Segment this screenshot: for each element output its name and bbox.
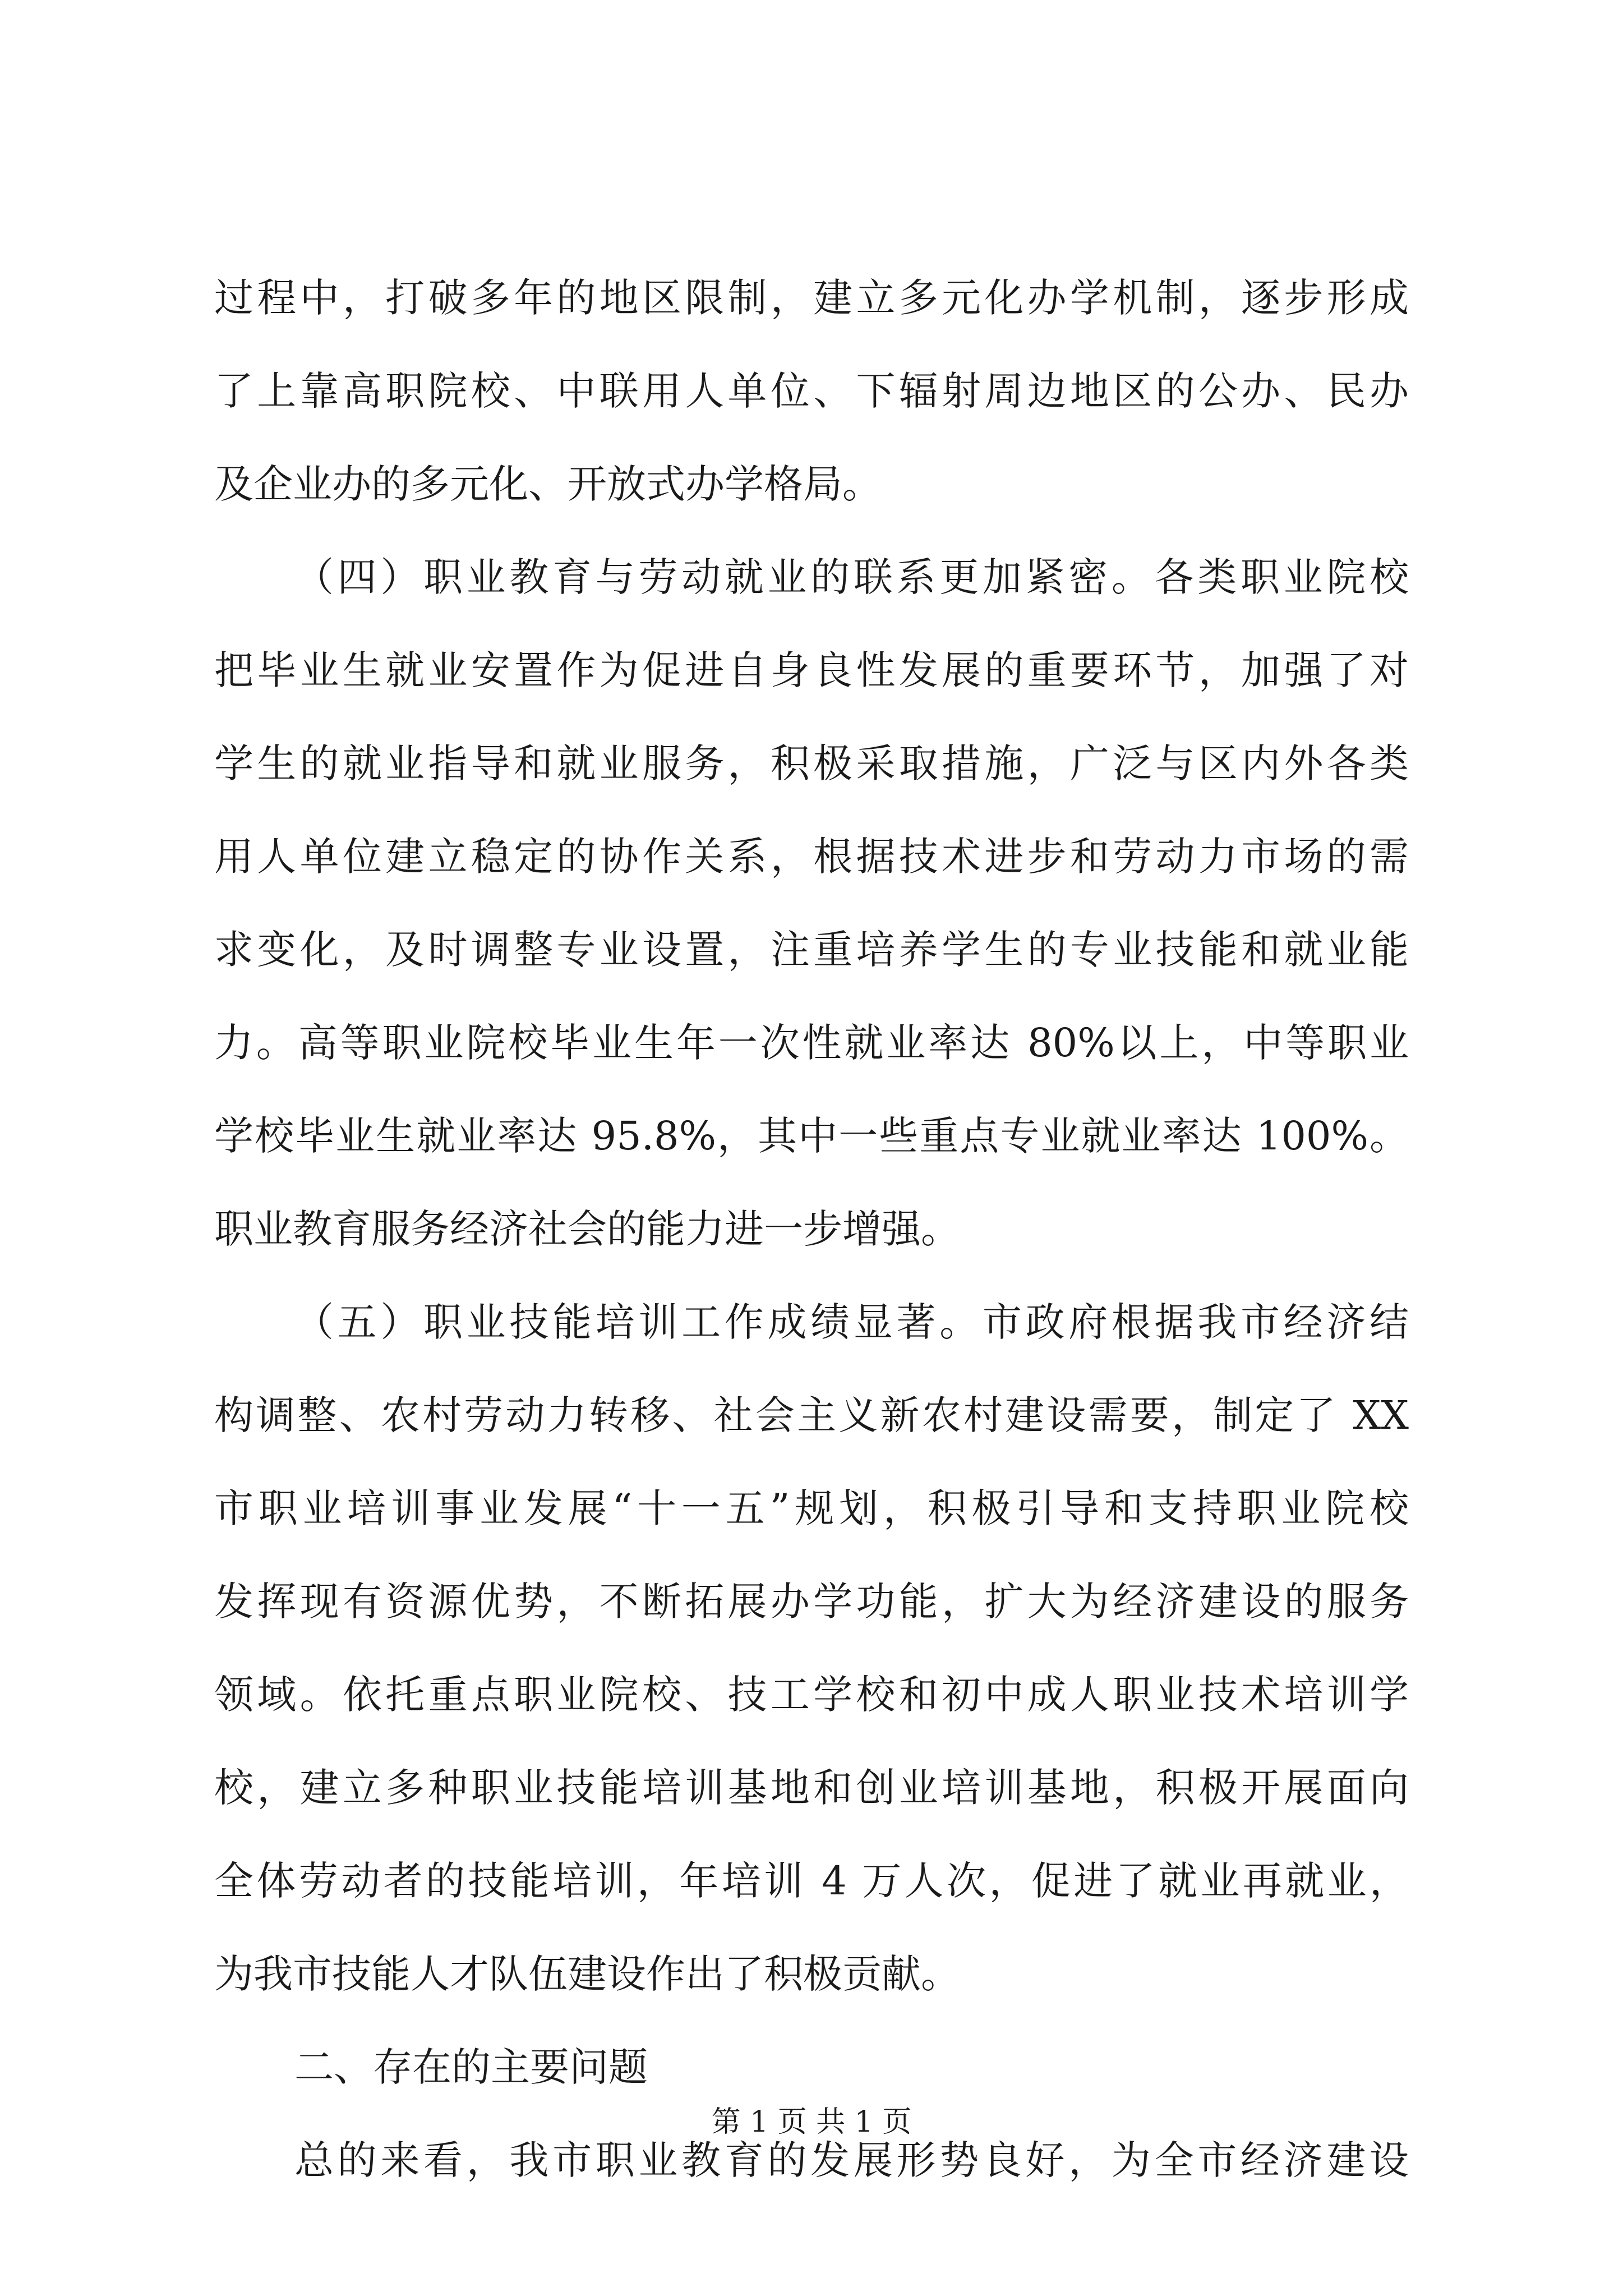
text-line: 全体劳动者的技能培训，年培训 4 万人次，促进了就业再就业， — [214, 1858, 1409, 1904]
text-line: 二、存在的主要问题 — [294, 2044, 648, 2090]
text-line: 市职业培训事业发展“十一五”规划，积极引导和支持职业院校 — [214, 1485, 1409, 1531]
text-line: 职业教育服务经济社会的能力进一步增强。 — [214, 1206, 960, 1252]
text-line: 发挥现有资源优势，不断拓展办学功能，扩大为经济建设的服务 — [214, 1579, 1409, 1625]
text-line: （四）职业教育与劳动就业的联系更加紧密。各类职业院校 — [294, 554, 1409, 600]
text-line: 校，建立多种职业技能培训基地和创业培训基地，积极开展面向 — [214, 1765, 1409, 1811]
document-body — [214, 251, 1409, 2207]
text-line: 把毕业生就业安置作为促进自身良性发展的重要环节，加强了对 — [214, 647, 1409, 693]
page-footer: 第 1 页 共 1 页 — [711, 2105, 912, 2139]
text-line: 构调整、农村劳动力转移、社会主义新农村建设需要，制定了 XX — [214, 1392, 1409, 1438]
text-line: 求变化，及时调整专业设置，注重培养学生的专业技能和就业能 — [214, 927, 1409, 973]
text-line: 了上靠高职院校、中联用人单位、下辐射周边地区的公办、民办 — [214, 368, 1409, 414]
text-line: 为我市技能人才队伍建设作出了积极贡献。 — [214, 1951, 960, 1997]
text-line: 总的来看，我市职业教育的发展形势良好，为全市经济建设 — [294, 2137, 1409, 2183]
text-line: 用人单位建立稳定的协作关系，根据技术进步和劳动力市场的需 — [214, 834, 1409, 880]
text-line: 及企业办的多元化、开放式办学格局。 — [214, 461, 882, 507]
text-line: 领域。依托重点职业院校、技工学校和初中成人职业技术培训学 — [214, 1672, 1409, 1718]
text-line: 力。高等职业院校毕业生年一次性就业率达 80%以上，中等职业 — [214, 1020, 1409, 1066]
text-line: 过程中，打破多年的地区限制，建立多元化办学机制，逐步形成 — [214, 275, 1409, 321]
text-line: （五）职业技能培训工作成绩显著。市政府根据我市经济结 — [294, 1299, 1409, 1345]
text-line: 学校毕业生就业率达 95.8%，其中一些重点专业就业率达 100%。 — [214, 1113, 1409, 1159]
text-line: 学生的就业指导和就业服务，积极采取措施，广泛与区内外各类 — [214, 740, 1409, 786]
